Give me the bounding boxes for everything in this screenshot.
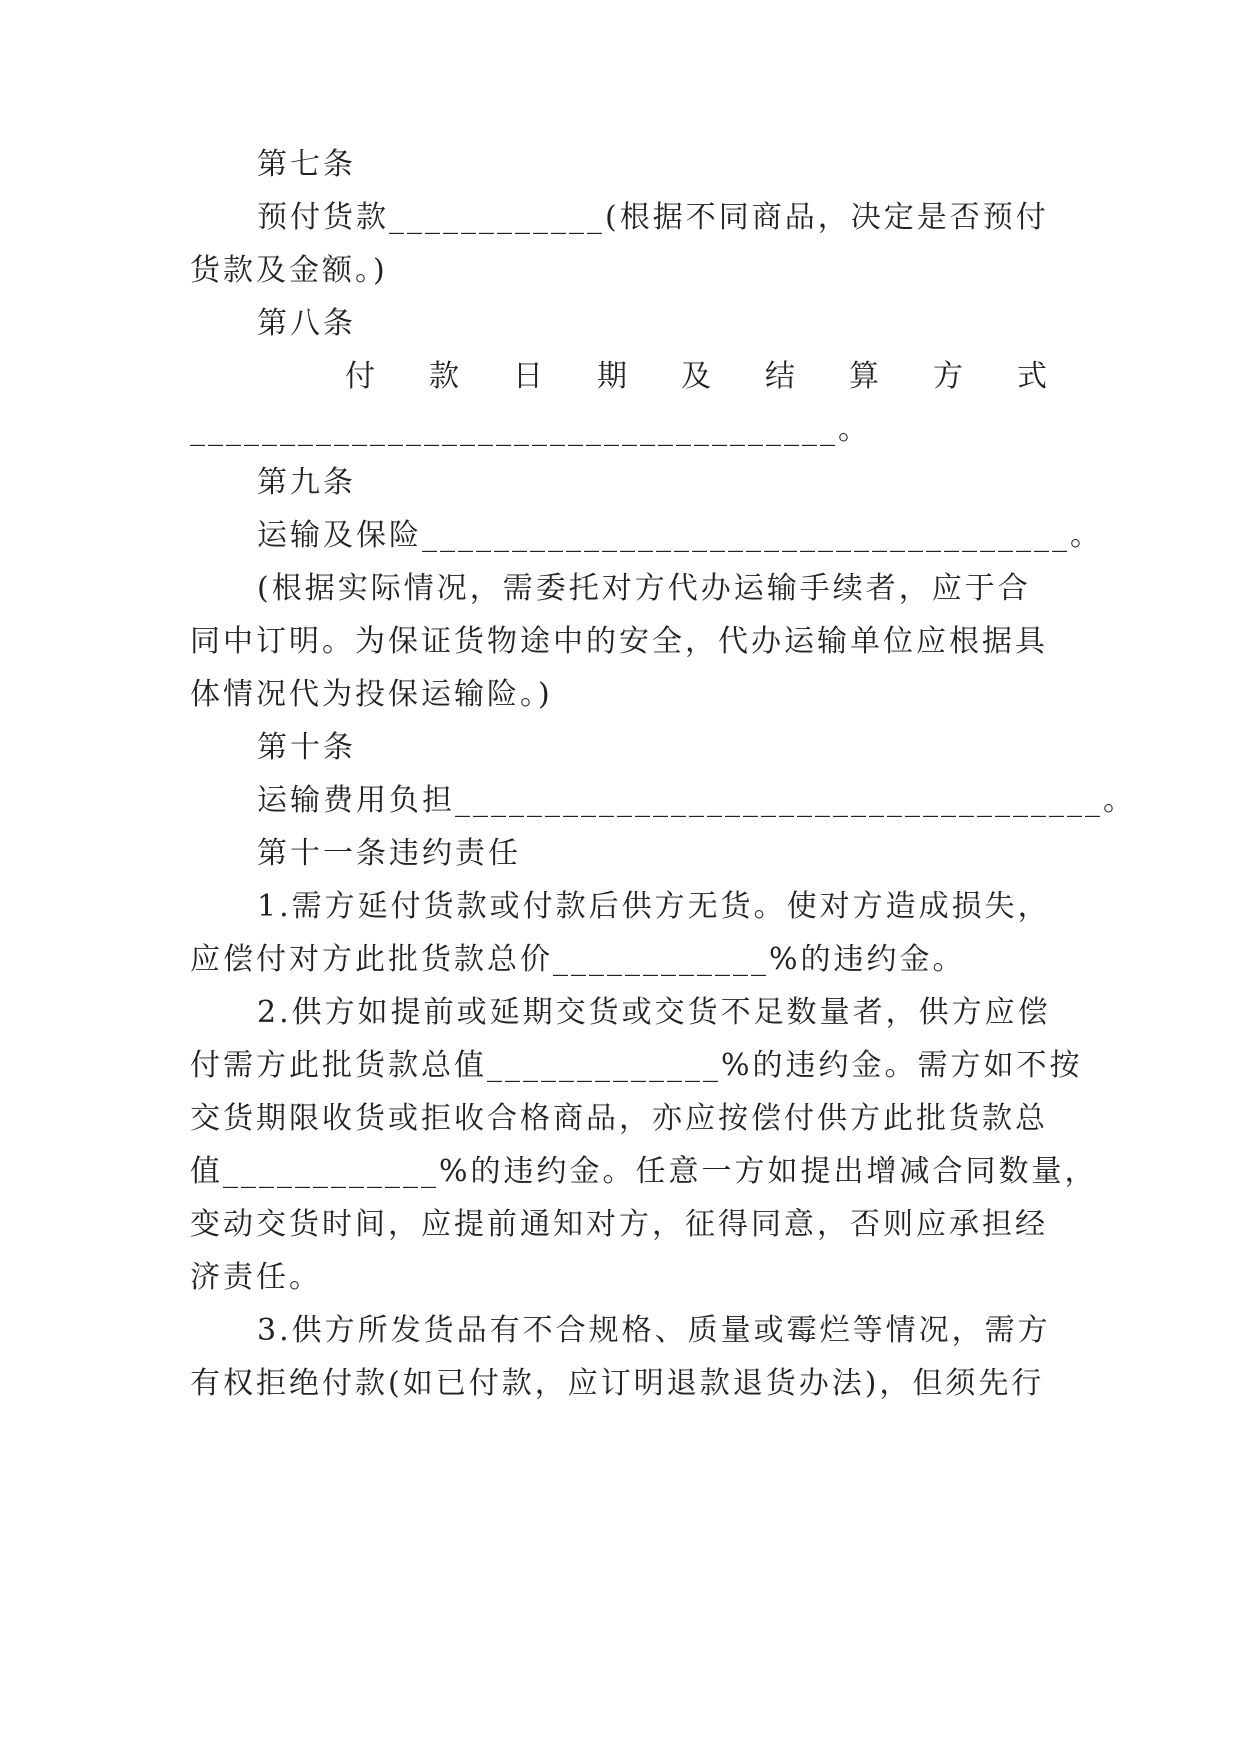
clause-2-line-2: 付需方此批货款总值_____________%的违约金。需方如不按	[190, 1048, 1083, 1083]
payment-method-blank: ____________________________________。	[190, 412, 871, 447]
clause-3-line-1: 3.供方所发货品有不合规格、质量或霉烂等情况，需方	[257, 1313, 1051, 1348]
prepayment-line-continued: 货款及金额。)	[190, 253, 388, 288]
article-8-heading: 第八条	[257, 306, 356, 341]
prepayment-line: 预付货款____________(根据不同商品，决定是否预付	[257, 200, 1049, 235]
clause-2-line-1: 2.供方如提前或延期交货或交货不足数量者，供方应偿	[257, 995, 1051, 1030]
clause-2-line-4: 值____________%的违约金。任意一方如提出增减合同数量，	[190, 1154, 1098, 1189]
payment-method-label: 付 款 日 期 及 结 算 方 式	[345, 359, 1050, 394]
transport-insurance-line: 运输及保险____________________________________。	[257, 518, 1103, 553]
transport-note-line-3: 体情况代为投保运输险。)	[190, 677, 553, 712]
article-10-heading: 第十条	[257, 730, 356, 765]
clause-2-line-3: 交货期限收货或拒收合格商品，亦应按偿付供方此批货款总	[190, 1101, 1048, 1136]
article-7-heading: 第七条	[257, 147, 356, 182]
article-11-heading: 第十一条违约责任	[257, 836, 521, 871]
transport-note-line-2: 同中订明。为保证货物途中的安全，代办运输单位应根据具	[190, 624, 1048, 659]
transport-note-line-1: (根据实际情况，需委托对方代办运输手续者，应于合	[257, 571, 1031, 606]
clause-2-line-6: 济责任。	[190, 1260, 322, 1295]
clause-1-line-1: 1.需方延付货款或付款后供方无货。使对方造成损失，	[257, 889, 1051, 924]
transport-cost-line: 运输费用负担____________________________________。	[257, 783, 1136, 818]
article-9-heading: 第九条	[257, 465, 356, 500]
clause-1-line-2: 应偿付对方此批货款总价____________%的违约金。	[190, 942, 966, 977]
clause-2-line-5: 变动交货时间，应提前通知对方，征得同意，否则应承担经	[190, 1207, 1048, 1242]
clause-3-line-2: 有权拒绝付款(如已付款，应订明退款退货办法)，但须先行	[190, 1366, 1045, 1401]
